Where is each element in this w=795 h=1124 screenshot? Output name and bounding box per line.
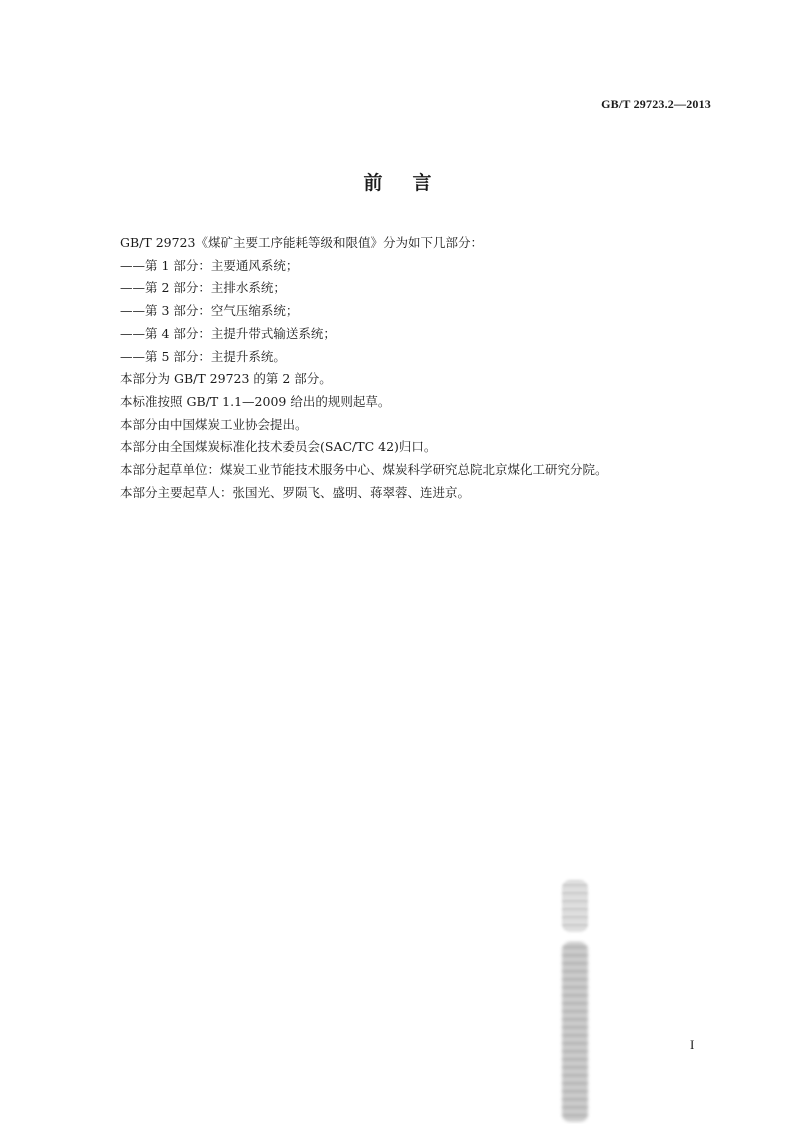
list-item-part-5: ——第 5 部分：主提升系统。 [120,348,286,364]
paragraph-intro: GB/T 29723《煤矿主要工序能耗等级和限值》分为如下几部分： [120,235,483,250]
paragraph-centralized: 本部分由全国煤炭标准化技术委员会(SAC/TC 42)归口。 [120,439,437,455]
paragraph-proposer: 本部分由中国煤炭工业协会提出。 [120,416,308,432]
scan-artifact-lower [562,942,588,1122]
scan-artifact-upper [562,880,588,932]
paragraph-drafting-units: 本部分起草单位：煤炭工业节能技术服务中心、煤炭科学研究总院北京煤化工研究分院。 [120,462,608,478]
standard-number: GB/T 29723.2—2013 [601,97,711,111]
foreword-body [120,232,720,504]
list-item-part-4: ——第 4 部分：主提升带式输送系统； [120,325,336,341]
paragraph-drafting-rules: 本标准按照 GB/T 1.1—2009 给出的规则起草。 [120,393,391,409]
list-item-part-3: ——第 3 部分：空气压缩系统； [120,303,299,319]
list-item-part-2: ——第 2 部分：主排水系统； [120,280,286,296]
page-number: I [690,1037,695,1052]
paragraph-this-part: 本部分为 GB/T 29723 的第 2 部分。 [120,371,332,387]
paragraph-drafters: 本部分主要起草人：张国光、罗陨飞、盛明、蒋翠蓉、连进京。 [120,484,471,500]
list-item-part-1: ——第 1 部分：主要通风系统； [120,257,299,273]
page-title: 前言 [363,172,462,194]
